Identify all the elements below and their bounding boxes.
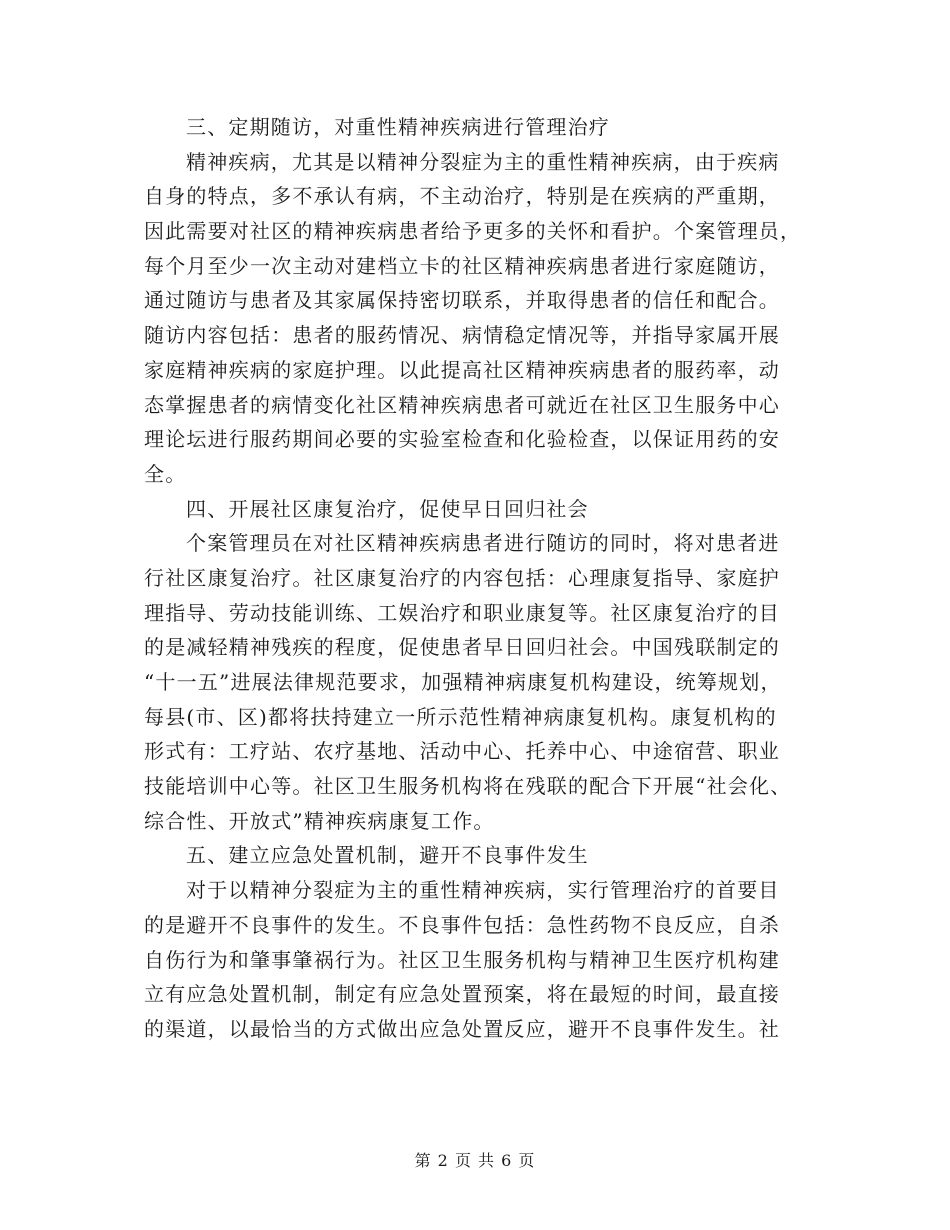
paragraph-line: 技能培训中心等。社区卫生服务机构将在残联的配合下开展“社会化、 <box>144 774 792 799</box>
page-number-label: 第 2 页 共 6 页 <box>414 1151 536 1170</box>
paragraph-line: 行社区康复治疗。社区康复治疗的内容包括：心理康复指导、家庭护 <box>144 565 780 590</box>
paragraph-line: 对于以精神分裂症为主的重性精神疾病，实行管理治疗的首要目 <box>186 878 780 903</box>
paragraph-line: 家庭精神疾病的家庭护理。以此提高社区精神疾病患者的服药率，动 <box>144 357 780 382</box>
paragraph-line: 每个月至少一次主动对建档立卡的社区精神疾病患者进行家庭随访， <box>144 253 780 278</box>
paragraph-line: 的是减轻精神残疾的程度，促使患者早日回归社会。中国残联制定的 <box>144 635 780 660</box>
paragraph-line: 立有应急处置机制，制定有应急处置预案，将在最短的时间，最直接 <box>144 982 780 1007</box>
paragraph-line: 精神疾病，尤其是以精神分裂症为主的重性精神疾病，由于疾病 <box>186 149 780 174</box>
page-footer <box>0 1148 950 1171</box>
paragraph-line: 全。 <box>144 461 187 486</box>
paragraph-line: 自身的特点，多不承认有病，不主动治疗，特别是在疾病的严重期， <box>144 184 780 209</box>
document-body <box>144 110 802 1047</box>
paragraph-line: 形式有：工疗站、农疗基地、活动中心、托养中心、中途宿营、职业 <box>144 739 780 764</box>
section-heading-4: 四、开展社区康复治疗，促使早日回归社会 <box>186 496 589 521</box>
paragraph-line: 综合性、开放式”精神疾病康复工作。 <box>144 808 495 833</box>
paragraph-line: 的是避开不良事件的发生。不良事件包括：急性药物不良反应，自杀 <box>144 912 780 937</box>
paragraph-line: 自伤行为和肇事肇祸行为。社区卫生服务机构与精神卫生医疗机构建 <box>144 947 780 972</box>
paragraph-line: 态掌握患者的病情变化社区精神疾病患者可就近在社区卫生服务中心 <box>144 392 780 417</box>
paragraph-line: “十一五”进展法律规范要求，加强精神病康复机构建设，统筹规划， <box>144 670 782 694</box>
paragraph-line: 因此需要对社区的精神疾病患者给予更多的关怀和看护。个案管理员， <box>144 219 802 244</box>
paragraph-line: 理指导、劳动技能训练、工娱治疗和职业康复等。社区康复治疗的目 <box>144 600 780 625</box>
paragraph-line: 通过随访与患者及其家属保持密切联系，并取得患者的信任和配合。 <box>144 288 780 313</box>
paragraph-line: 理论坛进行服药期间必要的实验室检查和化验检查，以保证用药的安 <box>144 427 780 452</box>
section-heading-3: 三、定期随访，对重性精神疾病进行管理治疗 <box>186 115 610 139</box>
paragraph-line: 每县(市、区)都将扶持建立一所示范性精神病康复机构。康复机构的 <box>144 704 777 729</box>
paragraph-line: 的渠道，以最恰当的方式做出应急处置反应，避开不良事件发生。社 <box>144 1016 780 1041</box>
section-heading-5: 五、建立应急处置机制，避开不良事件发生 <box>186 843 589 868</box>
paragraph-line: 随访内容包括：患者的服药情况、病情稳定情况等，并指导家属开展 <box>144 323 780 348</box>
paragraph-line: 个案管理员在对社区精神疾病患者进行随访的同时，将对患者进 <box>186 531 780 556</box>
